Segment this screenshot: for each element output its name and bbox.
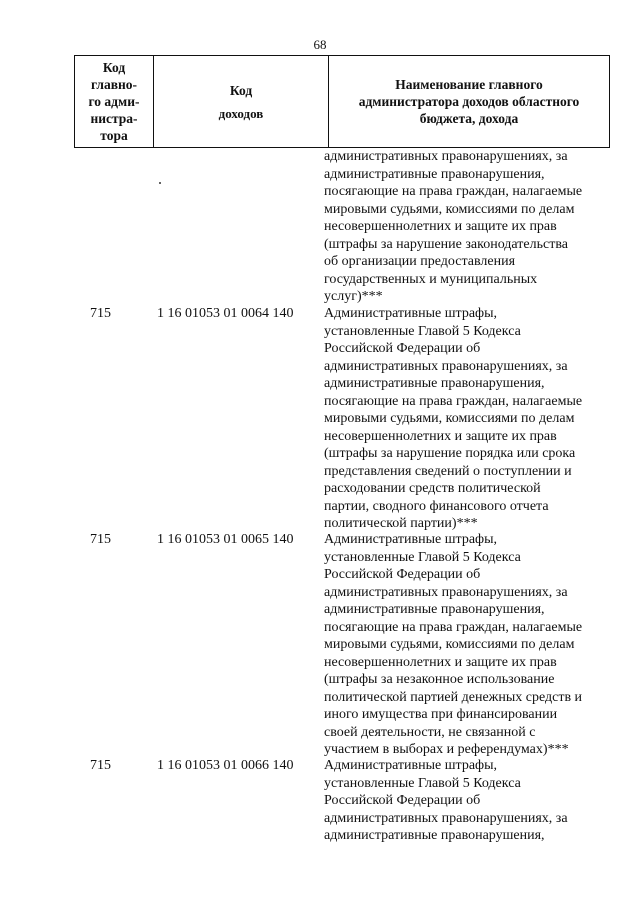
admin-code-cell: 715 (90, 306, 111, 321)
income-code-cell: 1 16 01053 01 0065 140 (157, 532, 294, 547)
header-name-line: бюджета, дохода (419, 111, 519, 126)
page-number: 68 (313, 37, 327, 52)
header-admin-line: тора (100, 128, 128, 143)
scan-speck (159, 182, 161, 184)
table-header (74, 55, 610, 148)
header-admin-line: Код (102, 60, 126, 75)
header-admin-line: главно- (90, 77, 138, 92)
income-code-cell: 1 16 01053 01 0066 140 (157, 758, 294, 773)
header-admin-code (75, 56, 154, 148)
header-admin-line: го адми- (88, 94, 140, 109)
admin-code-cell: 715 (90, 532, 111, 547)
header-code-line2: доходов (218, 105, 264, 121)
income-name-cell: административных правонарушениях, за административные правонарушения, посягающие на права граждан, налагаемые мировыми судьями, комиссиями по делам несовершеннолетних и защите их прав (штрафы за нарушение законодательства об организации предоставления государственных и муниципальных услуг)*** (324, 149, 583, 304)
header-code-line1: Код (229, 82, 253, 98)
admin-code-cell: 715 (90, 758, 111, 773)
header-admin-line: нистра- (90, 111, 138, 126)
header-name-line: Наименование главного (395, 77, 543, 92)
header-income-code (154, 56, 329, 148)
income-code-cell: 1 16 01053 01 0064 140 (157, 306, 294, 321)
header-name-line: администратора доходов областного (358, 94, 580, 109)
income-name-cell: Административные штрафы, установленные Главой 5 Кодекса Российской Федерации об административных правонарушениях, за административные правонарушения, посягающие на права граждан, налагаемые мировыми судьями, комиссиями по делам несовершеннолетних и защите их прав (штрафы за нарушение порядка или срока представления сведений о поступлении и расходовании средств политической партии, сводного финансового отчета политической партии)*** (324, 306, 583, 531)
income-name-cell: Административные штрафы, установленные Главой 5 Кодекса Российской Федерации об административных правонарушениях, за административные правонарушения, (324, 758, 568, 843)
income-name-cell: Административные штрафы, установленные Главой 5 Кодекса Российской Федерации об административных правонарушениях, за административные правонарушения, посягающие на права граждан, налагаемые мировыми судьями, комиссиями по делам несовершеннолетних и защите их прав (штрафы за незаконное использование политической партией денежных средств и иного имущества при финансировании своей деятельности, не связанной с участием в выборах и референдумах)*** (324, 532, 583, 757)
header-name (329, 56, 610, 148)
